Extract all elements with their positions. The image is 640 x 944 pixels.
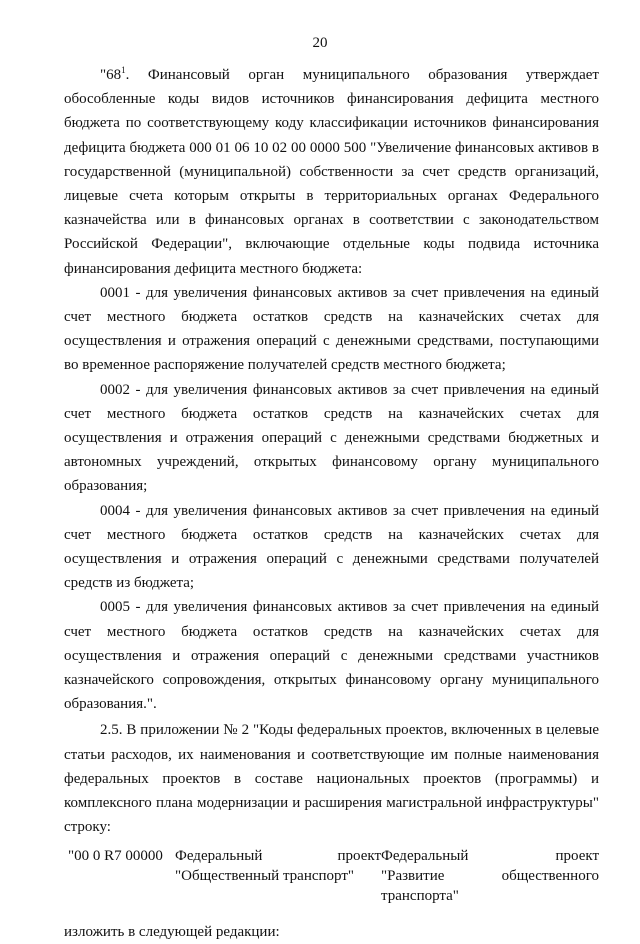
row-full-name-line [381,846,599,866]
target-row-table [64,846,599,906]
row-name-word: проект [337,847,381,864]
article-superscript: 1 [121,65,126,75]
row-full-name-line: транспорта" [381,887,459,904]
row-full-name-cell [381,846,599,906]
page-number: 20 [312,35,328,51]
code-0005-paragraph: 0005 - для увеличения финансовых активов за счет привлечения на единый счет местного бюджета остатков средств на казначейских счетах для осуществления и отражения операций с денежными средствами участников казначейского сопровождения, открытых финансовому органу муниципального образования.". [64,599,599,713]
row-full-name-word: общественного [501,867,599,884]
row-name-cell [175,846,381,906]
article-lead: . Финансовый орган муниципального образования утверждает обособленные коды видов источников финансирования дефицита местного бюджета по соответствующему коду классификации источников финансирования дефицита бюджета 000 01 06 10 02 00 0000 500 "Увеличение финансовых активов в государственной (муниципальной) собственности за счет средств организаций, лицевые счета которым открыты в территориальных органах Федерального казначейства или в финансовых органах в соответствии с законодательством Российской Федерации", включающие отдельные коды подвида источника финансирования дефицита местного бюджета: [64,67,599,277]
code-0002-paragraph: 0002 - для увеличения финансовых активов за счет привлечения на единый счет местного бюджета остатков средств на казначейских счетах для осуществления и отражения операций с денежными средствами бюджетных и автономных учреждений, открытых финансовому органу муниципального образования; [64,381,599,495]
row-code-cell: "00 0 R7 00000 [68,847,163,864]
row-name-line: "Общественный транспорт" [175,867,355,884]
row-full-name-word: проект [555,847,599,864]
section-2-5-paragraph: 2.5. В приложении № 2 "Коды федеральных проектов, включенных в целевые статьи расходов, их наименования и соответствующие им полные наименования федеральных проектов в составе национальных проектов (программы) и комплексного плана модернизации и расширения магистральной инфраструктуры" строку: [64,722,599,836]
closing-line: изложить в следующей редакции: [64,923,280,940]
article-paragraph [64,63,599,281]
code-0004-paragraph: 0004 - для увеличения финансовых активов за счет привлечения на единый счет местного бюджета остатков средств на казначейских счетах для осуществления и отражения операций с денежными средствами получателей средств из бюджета; [64,502,599,592]
article-number: "68 [100,67,122,83]
row-name-word: Федеральный [175,847,263,864]
code-0001-paragraph: 0001 - для увеличения финансовых активов за счет привлечения на единый счет местного бюджета остатков средств на казначейских счетах для осуществления и отражения операций с денежными средствами, поступающими во временное распоряжение получателей средств местного бюджета; [64,284,599,374]
row-full-name-line [381,866,599,886]
row-full-name-word: Федеральный [381,847,469,864]
row-full-name-word: "Развитие [381,867,445,884]
document-body [64,63,599,944]
row-name-line [175,846,381,866]
